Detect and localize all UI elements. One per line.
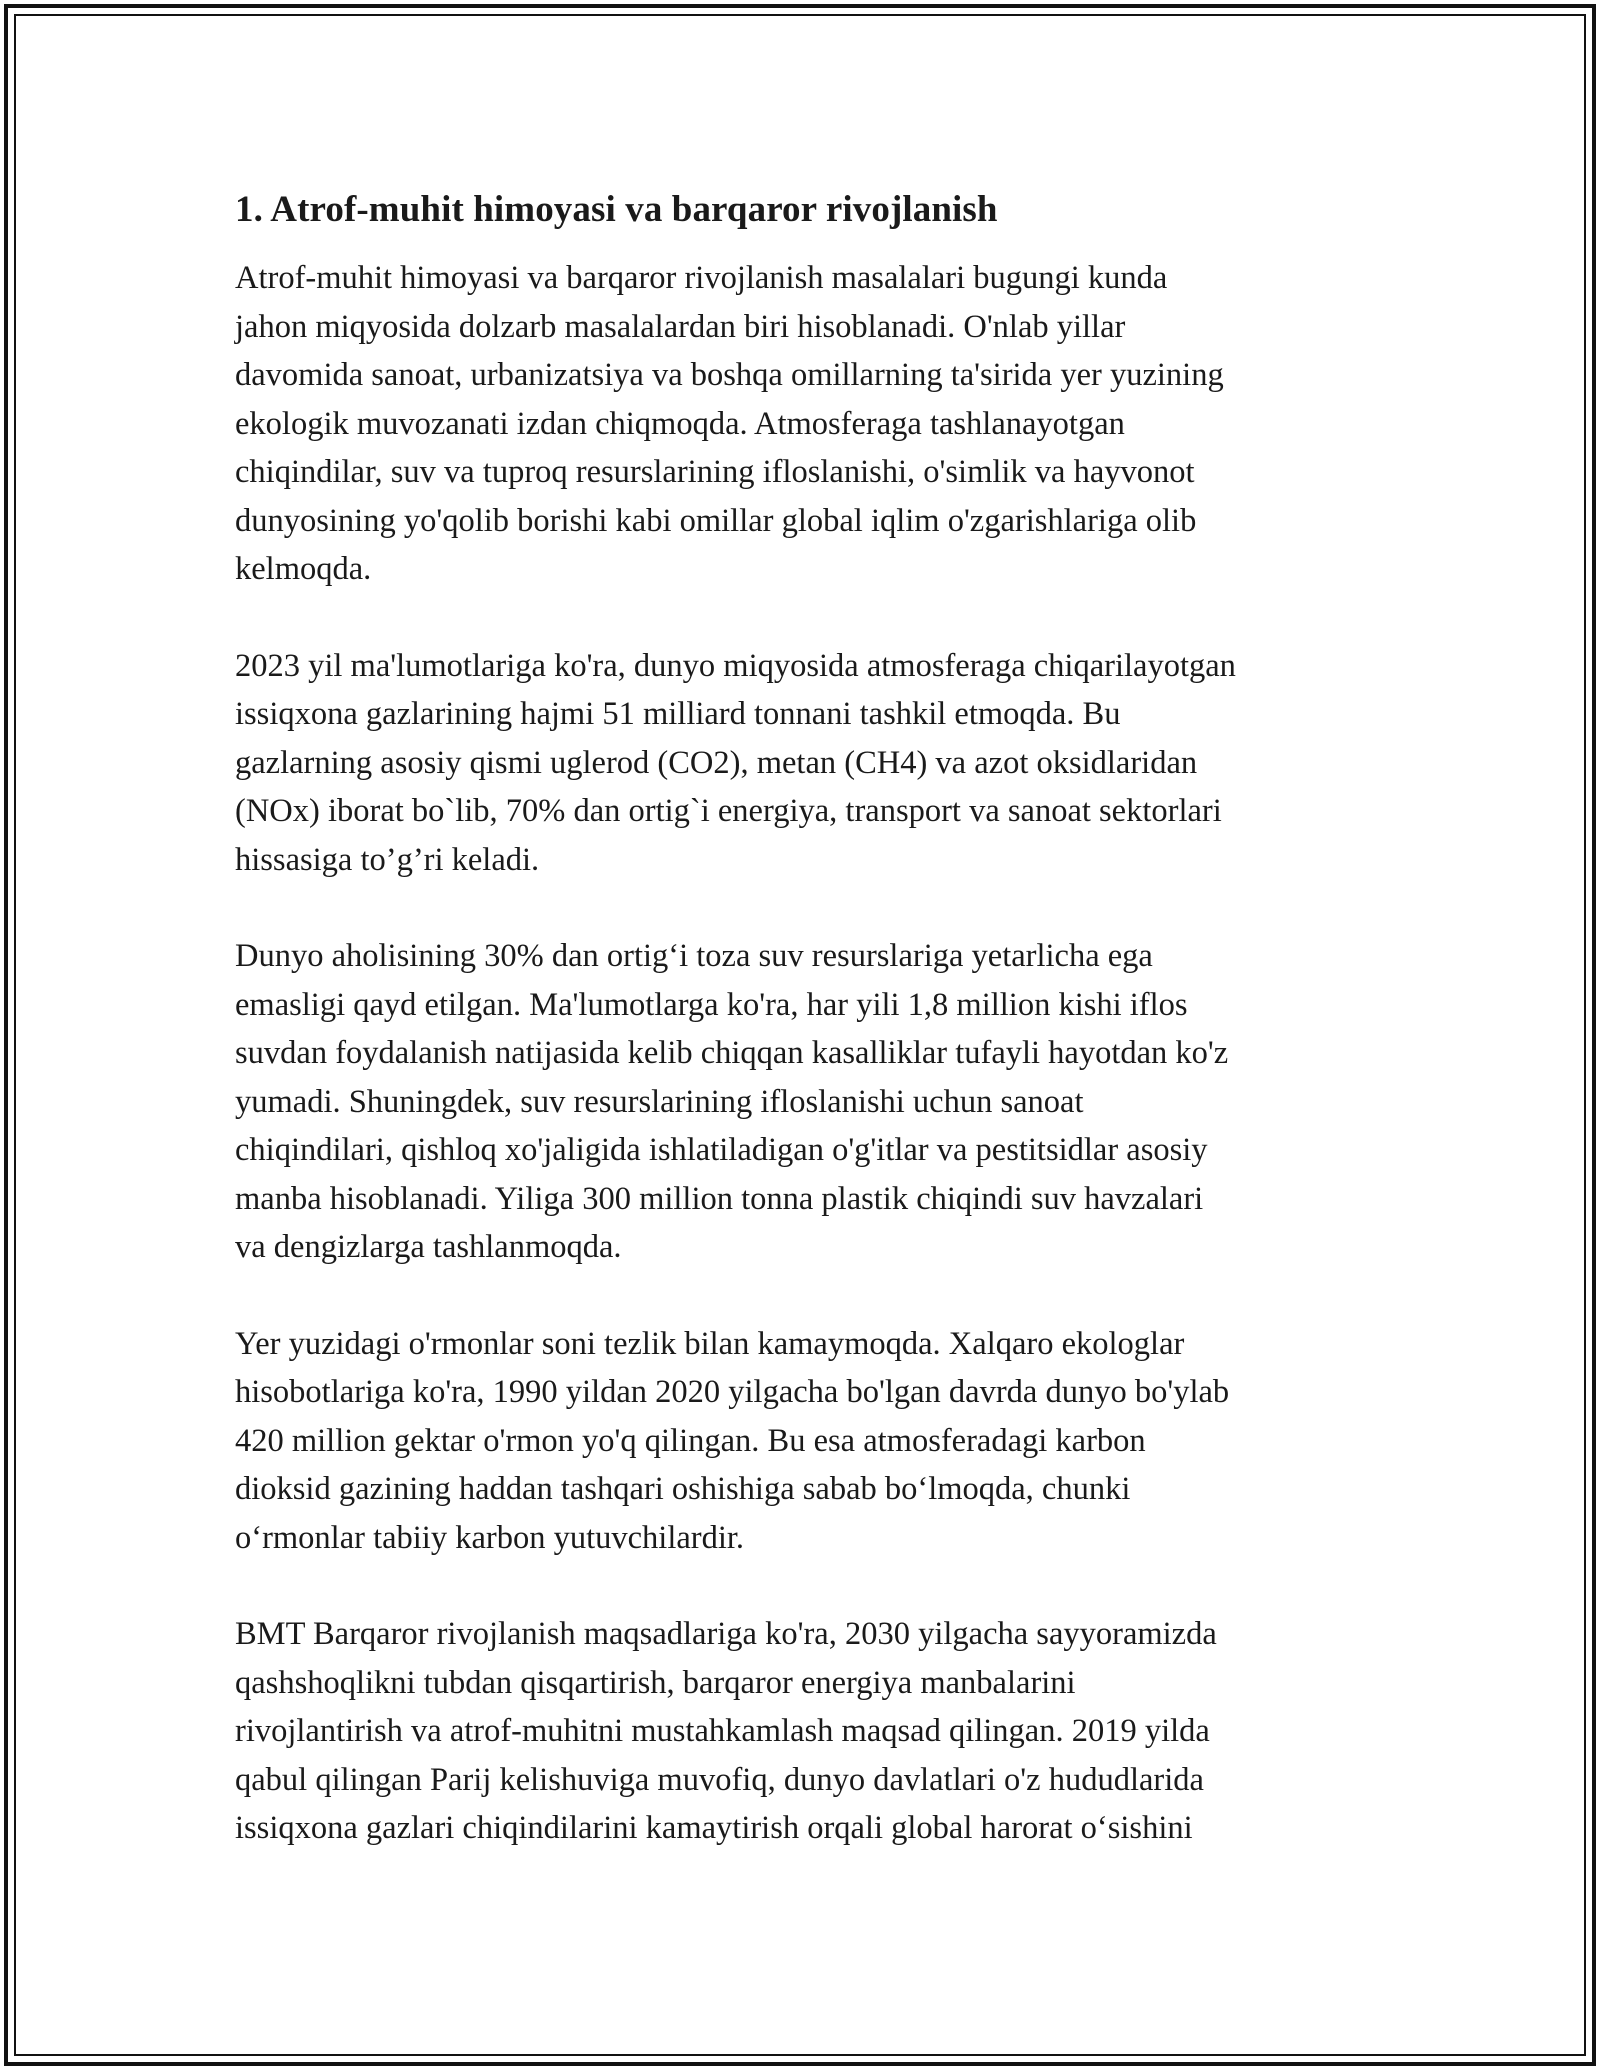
paragraph-forests: Yer yuzidagi o'rmonlar soni tezlik bilan kamaymoqda. Xalqaro ekologlar hisobotlariga ko'ra, 1990 yildan 2020 yilgacha bo'lgan davrda dunyo bo'ylab 420 million gektar o'rmon yo'q qilingan. Bu esa atmosferadagi karbon dioksid gazining haddan tashqari oshishiga sabab bo‘lmoqda, chunki o‘rmonlar tabiiy karbon yutuvchilardir. <box>235 1325 1230 1556</box>
paragraph-intro: Atrof-muhit himoyasi va barqaror rivojlanish masalalari bugungi kunda jahon miqyosida dolzarb masalalardan biri hisoblanadi. O'nlab yillar davomida sanoat, urbanizatsiya va boshqa omillarning ta'sirida yer yuzining ekologik muvozanati izdan chiqmoqda. Atmosferaga tashlanayotgan chiqindilar, suv va tuproq resurslarining ifloslanishi, o'simlik va hayvonot dunyosining yo'qolib borishi kabi omillar global iqlim o'zgarishlariga olib kelmoqda. <box>235 260 1224 587</box>
paragraph-un-goals: BMT Barqaror rivojlanish maqsadlariga ko'ra, 2030 yilgacha sayyoramizda qashshoqlikni tubdan qisqartirish, barqaror energiya manbalarini rivojlantirish va atrof-muhitni mustahkamlash maqsad qilingan. 2019 yilda qabul qilingan Parij kelishuviga muvofiq, dunyo davlatlari o'z hududlarida issiqxona gazlari chiqindilarini kamaytirish orqali global harorat o‘sishini <box>235 1616 1217 1846</box>
paragraph-greenhouse-gases: 2023 yil ma'lumotlariga ko'ra, dunyo miqyosida atmosferaga chiqarilayotgan issiqxona gazlarining hajmi 51 milliard tonnani tashkil etmoqda. Bu gazlarning asosiy qismi uglerod (CO2), metan (CH4) va azot oksidlaridan (NOx) iborat bo`lib, 70% dan ortig`i energiya, transport va sanoat sektorlari hissasiga to’g’ri keladi. <box>235 647 1236 878</box>
section-heading: 1. Atrof-muhit himoyasi va barqaror rivojlanish <box>235 189 998 230</box>
document-body <box>235 186 1375 1901</box>
paragraph-water-resources: Dunyo aholisining 30% dan ortig‘i toza suv resurslariga yetarlicha ega emasligi qayd etilgan. Ma'lumotlarga ko'ra, har yili 1,8 million kishi iflos suvdan foydalanish natijasida kelib chiqqan kasalliklar tufayli hayotdan ko'z yumadi. Shuningdek, suv resurslarining ifloslanishi uchun sanoat chiqindilari, qishloq xo'jaligida ishlatiladigan o'g'itlar va pestitsidlar asosiy manba hisoblanadi. Yiliga 300 million tonna plastik chiqindi suv havzalari va dengizlarga tashlanmoqda. <box>235 938 1229 1265</box>
